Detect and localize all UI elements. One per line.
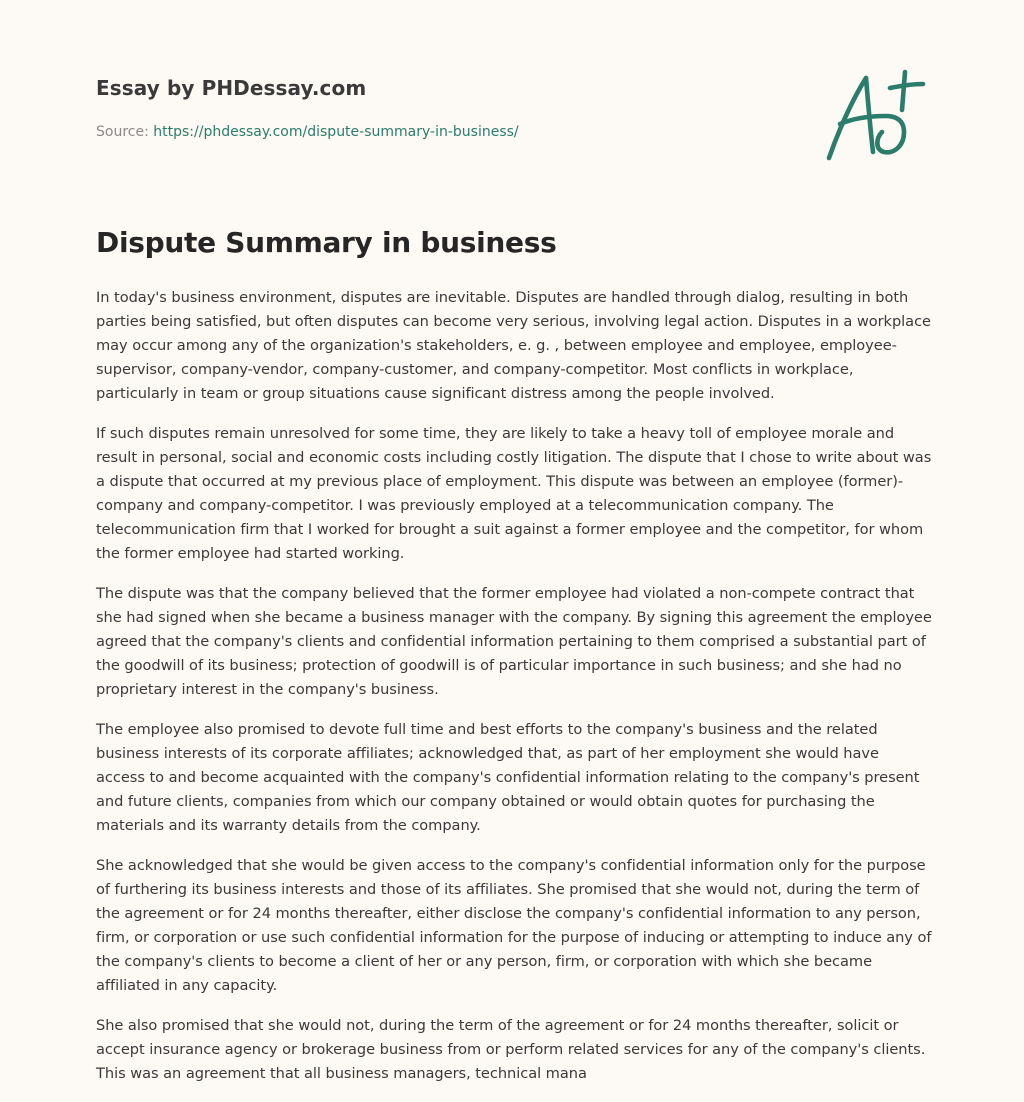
essay-paragraph: She also promised that she would not, during the term of the agreement or for 24 months thereafter, solicit or accept insurance agency or brokerage business from or perform related services for any of the company's clients. This was an agreement that all business managers, technical mana <box>96 1017 926 1082</box>
source-line <box>96 124 519 140</box>
essay-body <box>96 286 932 1102</box>
essay-paragraph: The dispute was that the company believed that the former employee had violated a non-compete contract that she had signed when she became a business manager with the company. By signing this agreement the employee agreed that the company's clients and confidential information pertaining to them comprised a substantial part of the goodwill of its business; protection of goodwill is of particular importance in such business; and she had no proprietary interest in the company's business. <box>96 585 932 698</box>
essay-paragraph: The employee also promised to devote full time and best efforts to the company's business and the related business interests of its corporate affiliates; acknowledged that, as part of her employment she would have access to and become acquainted with the company's confidential information relating to the company's present and future clients, companies from which our company obtained or would obtain quotes for purchasing the materials and its warranty details from the company. <box>96 721 920 834</box>
source-label: Source: <box>96 124 149 140</box>
essay-title: Dispute Summary in business <box>96 226 557 259</box>
essay-paragraph: She acknowledged that she would be given access to the company's confidential information only for the purpose of furthering its business interests and those of its affiliates. She promised that she would not, during the term of the agreement or for 24 months thereafter, either disclose the company's confidential information to any person, firm, or corporation or use such confidential information for the purpose of inducing or attempting to induce any of the company's clients to become a client of her or any person, firm, or corporation with which she became affiliated in any capacity. <box>96 857 932 994</box>
a-plus-logo-icon <box>820 66 930 166</box>
essay-paragraph: In today's business environment, disputes are inevitable. Disputes are handled through dialog, resulting in both parties being satisfied, but often disputes can become very serious, involving legal action. Disputes in a workplace may occur among any of the organization's stakeholders, e. g. , between employee and employee, employee-supervisor, company-vendor, company-customer, and company-competitor. Most conflicts in workplace, particularly in team or group situations cause significant distress among the people involved. <box>96 289 931 402</box>
brand-title: Essay by PHDessay.com <box>96 76 367 100</box>
source-link[interactable]: https://phdessay.com/dispute-summary-in-business/ <box>153 124 519 140</box>
essay-paragraph: If such disputes remain unresolved for some time, they are likely to take a heavy toll of employee morale and result in personal, social and economic costs including costly litigation. The dispute that I chose to write about was a dispute that occurred at my previous place of employment. This dispute was between an employee (former)-company and company-competitor. I was previously employed at a telecommunication company. The telecommunication firm that I worked for brought a suit against a former employee and the competitor, for whom the former employee had started working. <box>96 425 932 562</box>
